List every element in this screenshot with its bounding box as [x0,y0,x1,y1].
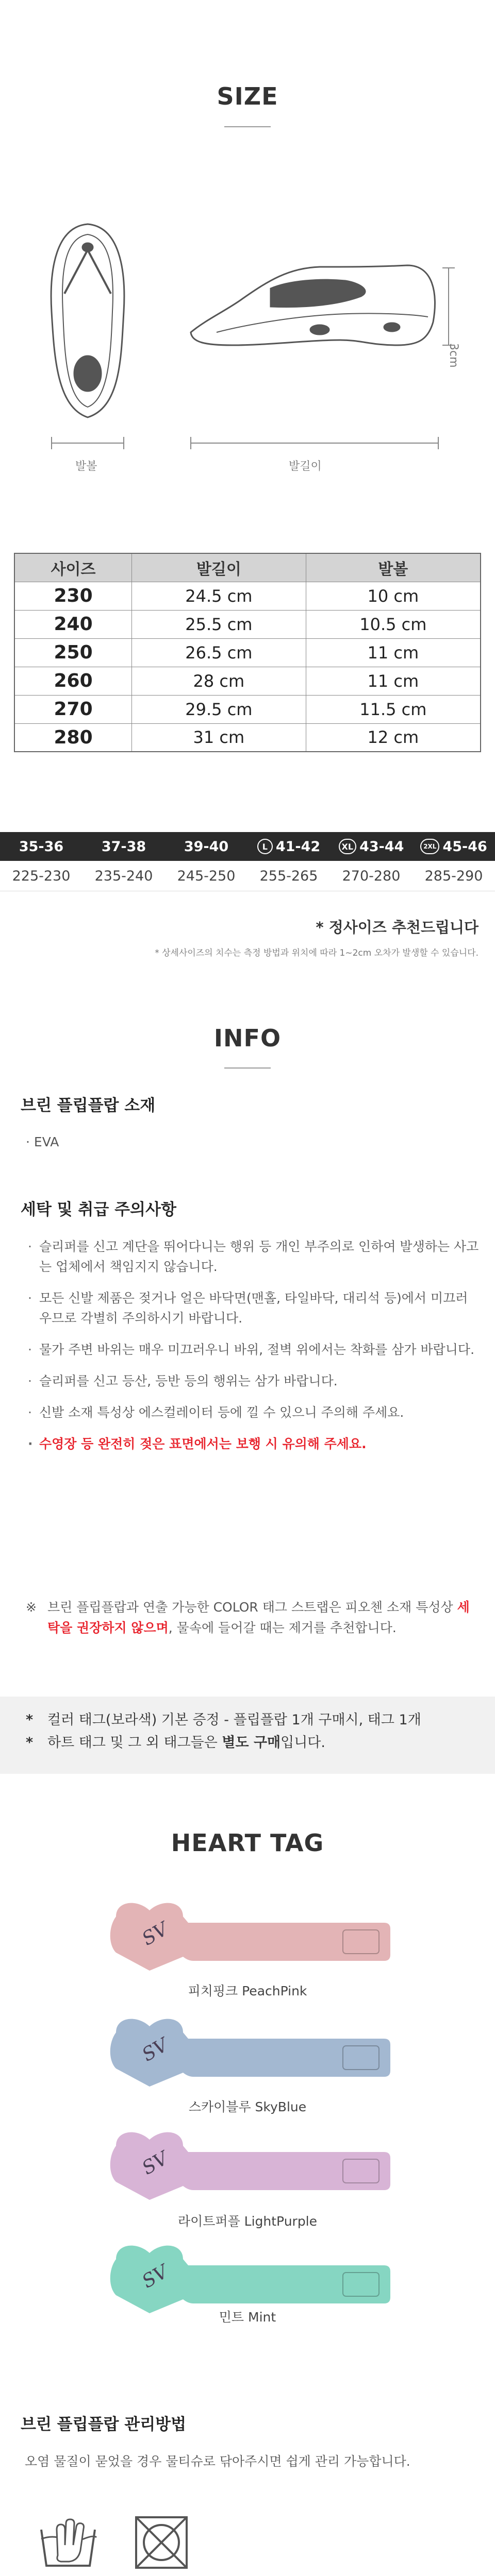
size-tolerance-note: * 상세사이즈의 치수는 측정 방법과 위치에 따라 1~2cm 오차가 발생할 수 있습니다. [155,948,478,958]
hand-wash-icon [37,2514,99,2571]
intl-size-head: 35-36 [19,838,64,855]
intl-size-value: 245-250 [177,868,236,884]
size-table [14,553,481,752]
size-badge-l: L [257,839,273,854]
length-cell: 24.5 cm [132,582,306,610]
length-cell: 25.5 cm [132,610,306,638]
care-heading: 세탁 및 취급 주의사항 [21,1200,176,1219]
list-item: · 모든 신발 제품은 젖거나 얼은 바닥면(맨홀, 타일바닥, 대리석 등)에서 미끄러우므로 각별히 주의하시기 바랍니다. [26,1288,480,1328]
list-item: · 신발 소재 특성상 에스컬레이터 등에 낄 수 있으니 주의해 주세요. [26,1402,480,1422]
table-row [14,582,481,610]
table-row [14,723,481,752]
tag-label: 민트 Mint [219,2310,276,2325]
width-cell: 10 cm [306,582,481,610]
tag-label: 라이트퍼플 LightPurple [177,2214,318,2229]
list-item: · 물가 주변 바위는 매우 미끄러우니 바위, 절벽 위에서는 착화를 삼가 바랍니다. [26,1340,480,1360]
size-title: SIZE [217,82,278,110]
intl-size-header [0,832,495,861]
intl-size-value: 285-290 [424,868,483,884]
intl-size-head: L 41-42 [248,832,330,861]
strap-care-note: ※ 브린 플립플랍과 연출 가능한 COLOR 태그 스트랩은 피오첸 소재 특성상 세탁을 권장하지 않으며, 물속에 들어갈 때는 제거를 추천합니다. [26,1597,480,1638]
warning-item: · 수영장 등 완전히 젖은 표면에서는 보행 시 유의해 주세요. [26,1434,480,1454]
intl-size-head: 2XL 45-46 [412,832,495,861]
no-machine-dry-icon [133,2514,190,2571]
heart-tag-peachpink [106,1896,394,1973]
gift-info-box [0,1697,495,1774]
tag-logo: SV [138,2261,172,2293]
size-title-rule [224,126,271,127]
table-row [14,638,481,667]
gift-line-2: * 하트 태그 및 그 외 태그들은 별도 구매입니다. [26,1735,325,1751]
length-cell: 31 cm [132,723,306,752]
intl-size-head: 37-38 [101,838,146,855]
width-cell: 11 cm [306,638,481,667]
width-cell: 10.5 cm [306,610,481,638]
tag-label: 스카이블루 SkyBlue [188,2099,307,2114]
intl-size-value: 225-230 [12,868,71,884]
heart-tag-lightpurple [106,2125,394,2202]
length-cell: 29.5 cm [132,695,306,723]
table-row [14,667,481,695]
width-cell: 11 cm [306,667,481,695]
intl-size-head: 39-40 [184,838,229,855]
col-header-length: 발길이 [132,553,306,582]
size-recommendation: * 정사이즈 추천드립니다 [316,919,478,936]
intl-size-value: 270-280 [342,868,401,884]
height-measure [442,268,455,345]
size-cell: 280 [14,723,132,752]
size-table-header [14,553,481,582]
heart-tag-skyblue [106,2012,394,2089]
width-cell: 12 cm [306,723,481,752]
tag-logo: SV [138,2034,172,2066]
intl-size-value: 235-240 [94,868,153,884]
intl-size-value: 255-265 [259,868,318,884]
col-header-size: 사이즈 [14,553,132,582]
col-header-width: 발볼 [306,553,481,582]
note-mark: ※ [26,1600,37,1615]
list-item: · 슬리퍼를 신고 등산, 등반 등의 행위는 삼가 바랍니다. [26,1371,480,1391]
intl-size-band [0,832,495,891]
width-cell: 11.5 cm [306,695,481,723]
info-title: INFO [213,1024,282,1052]
caution-list [26,1236,480,1465]
heart-tag-mint [106,2239,394,2316]
length-label: 발길이 [289,460,322,473]
table-row [14,610,481,638]
sandal-size-diagram [0,191,495,469]
size-cell: 260 [14,667,132,695]
width-measure [52,437,124,449]
table-row [14,695,481,723]
tag-logo: SV [138,2147,172,2179]
length-cell: 28 cm [132,667,306,695]
size-cell: 240 [14,610,132,638]
tag-label: 피치핑크 PeachPink [188,1984,307,1998]
intl-size-values [0,861,495,891]
size-cell: 230 [14,582,132,610]
care-method-heading: 브린 플립플랍 관리방법 [21,2415,187,2434]
care-method-body: 오염 물질이 묻었을 경우 물티슈로 닦아주시면 쉽게 관리 가능합니다. [25,2454,410,2469]
length-measure [191,437,438,449]
size-badge-xl: XL [339,839,357,854]
note-highlight: 세탁을 권장하지 않으며 [47,1600,470,1635]
sandal-top-view [51,224,124,417]
intl-size-head: XL 43-44 [330,832,412,861]
length-cell: 26.5 cm [132,638,306,667]
tag-logo: SV [138,1918,172,1950]
size-cell: 270 [14,695,132,723]
list-item: · 슬리퍼를 신고 계단을 뛰어다니는 행위 등 개인 부주의로 인하여 발생하는 사고는 업체에서 책임지지 않습니다. [26,1236,480,1277]
gift-line-1: * 컬러 태그(보라색) 기본 증정 - 플립플랍 1개 구매시, 태그 1개 [26,1712,421,1728]
material-value: · EVA [26,1134,59,1149]
material-heading: 브린 플립플랍 소재 [21,1096,156,1115]
info-title-rule [224,1067,271,1069]
sandal-side-view [191,265,435,345]
height-label: 3cm [447,343,460,368]
width-label: 발볼 [75,460,97,473]
separate-purchase: 별도 구매 [222,1735,281,1751]
size-badge-2xl: 2XL [420,839,439,854]
heart-tag-title: HEART TAG [171,1829,324,1857]
size-cell: 250 [14,638,132,667]
